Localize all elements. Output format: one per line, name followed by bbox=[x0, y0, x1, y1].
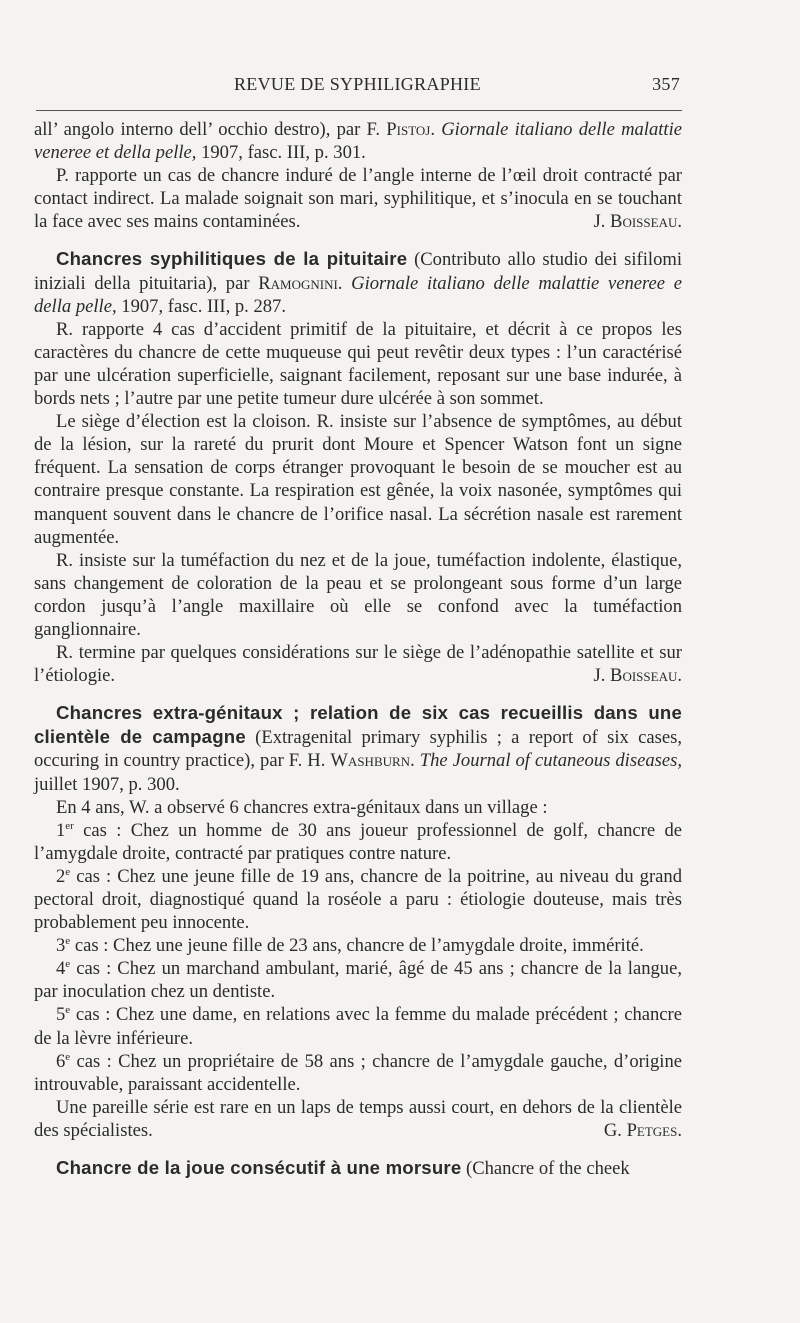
review-3-intro: En 4 ans, W. a observé 6 chancres extra-génitaux dans un village : bbox=[56, 796, 548, 818]
article-heading: Chancre de la joue consécutif à une morsure bbox=[56, 1157, 462, 1179]
review-2-paragraph: R. rapporte 4 cas d’accident primitif de la pituitaire, et décrit à ce propos les caractères du chancre de cette muqueuse qui peut revêtir deux types : l’un caractérisé par une ulcération superficielle, saignant facilement, reposant sur une base indurée, à bords nets ; l’autre par une petite tumeur dure ulcérée à son sommet. bbox=[34, 318, 682, 410]
review-2-paragraph: R. insiste sur la tuméfaction du nez et de la joue, tuméfaction indolente, élastique, sans changement de coloration de la peau et se prolongeant sous forme d’un large cordon jusqu’à l’angle maxillaire où elle se confond avec la tuméfaction ganglionnaire. bbox=[34, 549, 682, 640]
case-item: 4e cas : Chez un marchand ambulant, marié, âgé de 45 ans ; chancre de la langue, par inoculation chez un dentiste. bbox=[34, 958, 682, 1003]
signature: J. Boisseau. bbox=[593, 665, 682, 687]
case-item: 5e cas : Chez une dame, en relations avec la femme du malade précédent ; chancre de la lèvre inférieure. bbox=[34, 1004, 682, 1049]
page-body bbox=[34, 118, 682, 1180]
author-name: Washburn bbox=[330, 750, 411, 772]
journal-title: Giornale italiano delle malattie veneree e della pelle, bbox=[34, 272, 683, 317]
review-1-citation: all’ angolo interno dell’ occhio destro), par F. Pistoj. Giornale italiano delle malattie veneree et della pelle, 1907, fasc. III, p. 301. bbox=[34, 119, 683, 164]
journal-title: Giornale italiano delle malattie veneree et della pelle, bbox=[34, 119, 683, 164]
case-item: 1er cas : Chez un homme de 30 ans joueur professionnel de golf, chancre de l’amygdale droite, contracté par pratiques contre nature. bbox=[34, 819, 682, 864]
case-item: 2e cas : Chez une jeune fille de 19 ans, chancre de la poitrine, au niveau du grand pectoral droit, diagnostiqué quand la roséole a paru : étiologie douteuse, mais très probablement peu innocente. bbox=[34, 865, 682, 934]
header-rule bbox=[36, 110, 682, 111]
review-4-citation: Chancre de la joue consécutif à une morsure (Chancre of the cheek bbox=[56, 1157, 630, 1180]
review-3-closing: Une pareille série est rare en un laps de temps aussi court, en dehors de la clientèle des spécialistes. G. Petges. bbox=[34, 1096, 682, 1141]
author-name: Ramognini bbox=[258, 272, 338, 294]
journal-title: The Journal of cutaneous diseases, bbox=[419, 750, 683, 772]
review-3-citation: Chancres extra-génitaux ; relation de six cas recueillis dans une clientèle de campagne (Extragenital primary syphilis ; a report of six cases, occuring in country practice), par F. H. Washburn. The Journal of cutaneous diseases, juillet 1907, p. 300. bbox=[34, 702, 683, 795]
page-number: 357 bbox=[652, 74, 680, 94]
review-2-paragraph: Le siège d’élection est la cloison. R. insiste sur l’absence de symptômes, au début de la lésion, sur la rareté du prurit dont Moure et Spencer Watson font un signe fréquent. La sensation de corps étranger provoquant le besoin de se moucher est au contraire presque constante. La respiration est gênée, la voix nasonée, symptômes qui manquent souvent dans le chancre de l’orifice nasal. La sécrétion nasale est rarement augmentée. bbox=[34, 411, 682, 548]
article-heading: Chancres extra-génitaux ; relation de six cas recueillis dans une clientèle de campagne bbox=[34, 702, 682, 748]
review-2-paragraph: R. termine par quelques considérations sur le siège de l’adénopathie satellite et sur l’étiologie. J. Boisseau. bbox=[34, 642, 682, 687]
article-heading: Chancres syphilitiques de la pituitaire bbox=[56, 248, 408, 270]
review-1-summary: P. rapporte un cas de chancre induré de l’angle interne de l’œil droit contracté par contact indirect. La malade soignait son mari, syphilitique, et s’inocula en se touchant la face avec ses mains contaminées. J. Boisseau. bbox=[34, 165, 682, 233]
signature: J. Boisseau. bbox=[593, 211, 682, 233]
case-item: 3e cas : Chez une jeune fille de 23 ans, chancre de l’amygdale droite, immérité. bbox=[56, 935, 644, 957]
running-header bbox=[34, 74, 680, 95]
running-title: REVUE DE SYPHILIGRAPHIE bbox=[234, 74, 481, 94]
signature: G. Petges. bbox=[603, 1119, 682, 1141]
case-item: 6e cas : Chez un propriétaire de 58 ans ; chancre de l’amygdale gauche, d’origine introuvable, paraissant accidentelle. bbox=[34, 1050, 682, 1095]
author-name: Pistoj bbox=[386, 119, 431, 140]
review-2-citation: Chancres syphilitiques de la pituitaire (Contributo allo studio dei sifilomi iniziali della pituitaria), par Ramognini. Giornale italiano delle malattie veneree e della pelle, 1907, fasc. III, p. 287. bbox=[34, 248, 683, 317]
